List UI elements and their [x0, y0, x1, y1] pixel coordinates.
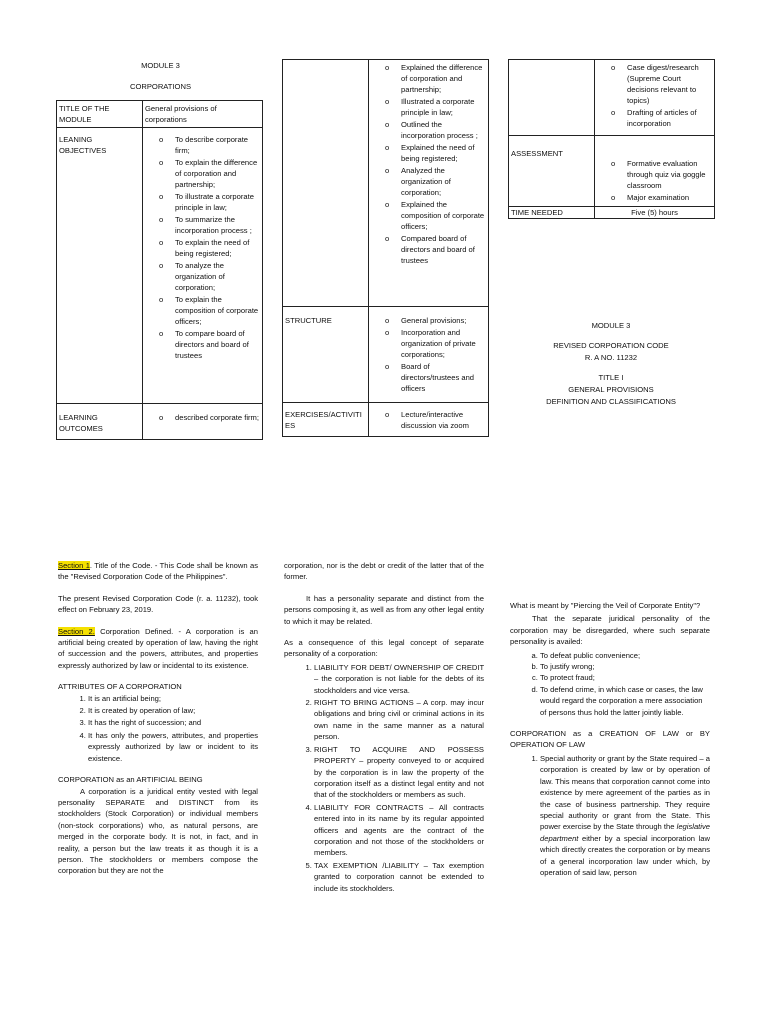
list-item: o To explain the need of being registered;	[145, 237, 260, 259]
section-1-label: Section 1	[58, 561, 90, 570]
list-item: o Incorporation and organization of private corporations;	[371, 327, 486, 360]
outcomes-continued-cell	[369, 60, 489, 307]
table-row	[57, 404, 263, 440]
row-label-outcomes: LEARNING OUTCOMES	[57, 404, 143, 440]
objectives-list	[145, 134, 260, 361]
item-heading: RIGHT TO BRING ACTIONS	[314, 698, 414, 708]
section-2-label: Section 2.	[58, 626, 95, 636]
consequences-list	[284, 662, 484, 894]
exercises-cell	[369, 403, 489, 437]
table-row	[57, 128, 263, 404]
table-row	[283, 60, 489, 307]
list-item: o Analyzed the organization of corporation;	[371, 165, 486, 198]
structure-list	[371, 315, 486, 394]
item-text: – the corporation is not liable for the debts of its stockholders and vice versa.	[314, 674, 484, 695]
title-number: TITLE I	[598, 373, 624, 382]
list-item: o General provisions;	[371, 315, 486, 326]
code-heading	[508, 320, 714, 408]
row-value-title: General provisions of corporations	[143, 101, 263, 128]
list-item: o To summarize the incorporation process ;	[145, 214, 260, 236]
item-heading: RIGHT TO ACQUIRE AND POSSESS PROPERTY	[314, 744, 484, 766]
module-title: CORPORATIONS	[129, 82, 192, 91]
piercing-question: What is meant by "Piercing the Veil of Corporate Entity"?	[510, 601, 701, 610]
item-text: either by a special incorporation law which directly creates the corporation or by means of a general incorporation law under which, by operation of said law, person	[540, 833, 710, 877]
module-label: MODULE 3	[141, 61, 180, 70]
item-heading: LIABILITY FOR CONTRACTS	[314, 802, 424, 812]
row-label-assessment: ASSESSMENT	[509, 136, 595, 207]
row-label-exercises: EXERCISES/ACTIVITIES	[283, 403, 369, 437]
table-row	[283, 403, 489, 437]
list-item: o Formative evaluation through quiz via goggle classroom	[597, 158, 712, 191]
activities-continued-cell	[595, 60, 715, 136]
list-item: b. To justify wrong;	[540, 661, 710, 672]
list-item: o To describe corporate firm;	[145, 134, 260, 156]
item-text: Special authority or grant by the State required – a corporation is created by law or by operation of law. This means that corporation cannot come into existence by mere agreement of the parties as in the case of business partnership. They require special authority or grant from the State. This power exercise by the State through the	[540, 753, 710, 832]
module-table-3	[508, 59, 715, 219]
list-item: 2. It is created by operation of law;	[88, 705, 258, 716]
artificial-being-text: A corporation is a juridical entity vested with legal personality SEPARATE and DISTINCT from its stockholders (Stock Corporation) or individual members (non-stock corporations) who, as natural persons, are merged in the corporate body. It is not, in fact, and in reality, a person but the law treats it as though it is a person. The stockholders or members compose the corporation but they are not the	[58, 786, 258, 876]
item-heading: LIABILITY FOR DEBT/ OWNERSHIP OF CREDIT	[314, 662, 484, 672]
list-item: o Board of directors/trustees and officers	[371, 361, 486, 394]
consequence-intro: As a consequence of this legal concept of separate personality of a corporation:	[284, 638, 484, 659]
list-item: c. To protect fraud;	[540, 672, 710, 683]
table-row	[509, 60, 715, 136]
item-text: – A corp. may incur obligations and bring civil or criminal actions in its own name in the same manner as a natural person.	[314, 698, 485, 742]
objectives-cell	[143, 128, 263, 404]
assessment-list	[597, 158, 712, 203]
table-row	[509, 207, 715, 219]
continuation-paragraph: corporation, nor is the debt or credit of the latter that of the former.	[284, 561, 484, 582]
list-item: o described corporate firm;	[145, 412, 260, 423]
time-value: Five (5) hours	[595, 207, 715, 219]
empty-label-cell	[283, 60, 369, 307]
list-item: o To illustrate a corporate principle in law;	[145, 191, 260, 213]
body-column-3	[510, 600, 710, 888]
list-item	[314, 697, 484, 743]
list-item: o To explain the difference of corporation and partnership;	[145, 157, 260, 190]
item-emphasis: legislative department	[540, 822, 710, 843]
row-label-title: TITLE OF THE MODULE	[57, 101, 143, 128]
list-item: o Illustrated a corporate principle in law;	[371, 96, 486, 118]
list-item: 1. It is an artificial being;	[88, 693, 258, 704]
list-item: 3. It has the right of succession; and	[88, 717, 258, 728]
list-item: o Lecture/interactive discussion via zoom	[371, 409, 486, 431]
list-item: d. To defend crime, in which case or cases, the law would regard the corporation a mere association of persons thus hold the latter jointly liable.	[540, 684, 710, 718]
row-label-structure: STRUCTURE	[283, 307, 369, 403]
body-column-2	[284, 560, 484, 904]
list-item	[314, 860, 484, 894]
section-2-paragraph	[58, 626, 258, 672]
list-item: o Explained the need of being registered;	[371, 142, 486, 164]
table-row	[283, 307, 489, 403]
list-item: o Compared board of directors and board of trustees	[371, 233, 486, 266]
item-text: – Tax exemption granted to corporation cannot be extended to include its stockholders.	[314, 860, 484, 893]
list-item: a. To defeat public convenience;	[540, 650, 710, 661]
list-item: o Case digest/research (Supreme Court decisions relevant to topics)	[597, 62, 712, 106]
activities-continued-list	[597, 62, 712, 129]
creation-of-law-list	[510, 753, 710, 878]
section-1-paragraph	[58, 560, 258, 583]
module-heading	[58, 60, 263, 92]
row-label-time: TIME NEEDED	[509, 207, 595, 219]
creation-of-law-heading: CORPORATION as a CREATION OF LAW or BY OPERATION OF LAW	[510, 729, 710, 750]
list-item	[314, 802, 484, 859]
outcomes-list	[145, 412, 260, 423]
attributes-heading: ATTRIBUTES OF A CORPORATION	[58, 682, 182, 692]
list-item	[314, 662, 484, 696]
list-item: o Major examination	[597, 192, 712, 203]
section-2-text: Corporation Defined. - A corporation is an artificial being created by operation of law, having the right of succession and the powers, attributes, and properties expressly authorized by law or incidental to its existence.	[58, 626, 258, 670]
piercing-list	[510, 650, 710, 718]
row-label-objectives: LEANING OBJECTIVES	[57, 128, 143, 404]
outcomes-cell	[143, 404, 263, 440]
empty-label-cell	[509, 60, 595, 136]
code-title: REVISED CORPORATION CODE	[553, 341, 669, 350]
item-text: – All contracts entered into in its name by its regular appointed officers and agents are the contract of the corporation and not those of the stockholders or members.	[314, 802, 484, 858]
artificial-being-heading: CORPORATION as an ARTIFICIAL BEING	[58, 775, 203, 785]
structure-cell	[369, 307, 489, 403]
list-item: o Explained the composition of corporate officers;	[371, 199, 486, 232]
piercing-answer: That the separate juridical personality of the corporation may be disregarded, where such separate personality is availed:	[510, 614, 710, 647]
list-item	[540, 753, 710, 878]
list-item: o To compare board of directors and board of trustees	[145, 328, 260, 361]
module-table-1	[56, 100, 263, 440]
list-item: o To analyze the organization of corporation;	[145, 260, 260, 293]
effectivity-paragraph: The present Revised Corporation Code (r. a. 11232), took effect on February 23, 2019.	[58, 593, 258, 615]
title-subheading-1: GENERAL PROVISIONS	[568, 385, 654, 394]
outcomes-continued-list	[371, 62, 486, 266]
body-column-1	[58, 560, 258, 887]
list-item	[314, 744, 484, 801]
module-label-2: MODULE 3	[591, 321, 631, 330]
assessment-cell	[595, 136, 715, 207]
section-1-text: . Title of the Code. - This Code shall be known as the "Revised Corporation Code of the Philippines".	[58, 561, 258, 582]
list-item: o Outlined the incorporation process ;	[371, 119, 486, 141]
ra-number: R. A NO. 11232	[584, 353, 638, 362]
exercises-list	[371, 409, 486, 431]
item-text: – property conveyed to or acquired by the corporation is in law the property of the corporation itself as a distinct legal entity and not that of the stockholders or members as such.	[314, 756, 484, 800]
item-heading: TAX EXEMPTION /LIABILITY	[314, 860, 419, 870]
list-item: o Explained the difference of corporation and partnership;	[371, 62, 486, 95]
list-item: o Drafting of articles of incorporation	[597, 107, 712, 129]
separate-personality-paragraph: It has a personality separate and distinct from the persons composing it, as well as from any other legal entity to which it may be related.	[284, 593, 484, 626]
title-subheading-2: DEFINITION AND CLASSIFICATIONS	[546, 397, 676, 406]
table-row	[509, 136, 715, 207]
attributes-list	[58, 693, 258, 764]
module-table-2	[282, 59, 489, 437]
list-item: 4. It has only the powers, attributes, and properties expressly authorized by law or incident to its existence.	[88, 730, 258, 764]
list-item: o To explain the composition of corporate officers;	[145, 294, 260, 327]
table-row	[57, 101, 263, 128]
